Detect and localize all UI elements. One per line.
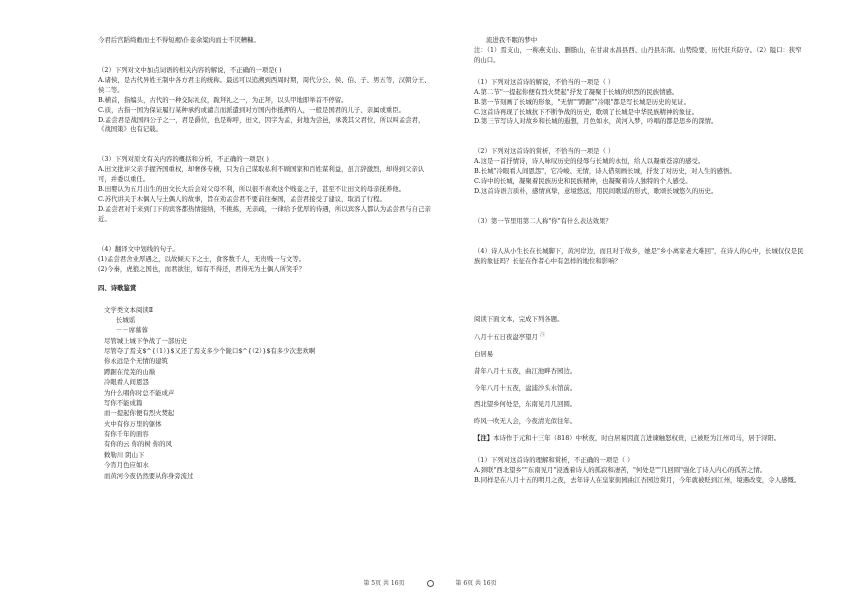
- poem-great-wall: [98, 305, 434, 481]
- question-3-stem: （3）下列对原文有关内容的概括和分析，不正确的一项是( ): [98, 155, 269, 164]
- intro-line: 今君后宫蹈绮縠而士不得短褐\仆妾余粱肉而士不厌糟糠。: [98, 36, 260, 44]
- poem-title: 长城谣: [116, 315, 136, 324]
- reading-intro: 阅读下面文本，完成下列各题。: [474, 314, 564, 323]
- question-3-option-c: C.苏代讲关于木偶人与土偶人的故事，旨在劝孟尝君不要前往秦国，孟尝君接受了建议，取消了行程。: [98, 195, 386, 204]
- r-question-5-stem: （1）下列对这首诗的理解和赏析，不正确的一项是（ ）: [474, 456, 634, 465]
- r-question-4-stem: （4）诗人从小生长在长城脚下，黄河岸边，而且对于故乡，她是"乡小离家老大难回"，在诗人的心中，长城仅仅是民族的象征吗？长征在作者心中有怎样的地位和影响？: [474, 246, 804, 265]
- poem-line: 尽管城上城下争战了一部历史: [104, 336, 188, 345]
- poem2-title-mark: 注: [539, 331, 545, 338]
- question-3-option-b: B.田婴认为五月出生的田文长大后会对父母不利，所以很不喜欢这个贱妾之子，甚至不让田文的母亲抚养他。: [98, 185, 406, 194]
- poem-line: 冷眼看人间恩怨: [104, 378, 149, 387]
- poem2-author: 白居易: [474, 349, 494, 358]
- question-4-stem: （4）翻译文中划线的句子。: [98, 244, 179, 253]
- translate-line-1: (1)孟尝君舍业厚遇之，以故倾天下之士，食客数千人，无贵贱一与文等。: [98, 254, 306, 263]
- poem2-note: 本诗作于元和十三年（818）中秋夜，时白居易因直言进谏触怒权贵，已被贬为江州司马，居于浔阳。: [493, 434, 781, 443]
- poem2-note-label: 【注】: [474, 434, 494, 443]
- question-2-option-c: C.质，古指一国为保证履行某种承约或谴言而派遣到对方国内作抵押的人，一般是国君的儿子、亲属或重臣。: [98, 105, 406, 114]
- poem-line: 今宵月色应如水: [104, 461, 149, 470]
- right-page: [474, 36, 804, 486]
- r-question-5-option-a: A.颈联"西北望乡""东南见月"浸透着诗人的孤寂和凄苦，"何处是""几回圆"强化了诗人内心的孤苦之情。: [474, 466, 767, 475]
- left-page-number: 第 5页 共 16页: [363, 580, 405, 587]
- poem2-line: 昔年八月十五夜，曲江池畔杏园边。: [474, 366, 577, 375]
- right-page-number: 第 6页 共 16页: [455, 580, 497, 587]
- poem-line: 有你千年的面容: [104, 430, 149, 439]
- translate-line-2: (2)今秦，虎狼之国也，而君欲往，如有不得还，君得无为土偶人所笑乎？: [98, 264, 306, 273]
- page-footer: [0, 578, 860, 587]
- r-question-2-option-a: A.这是一首抒情诗，诗人咏叹历史的侵辱与长城的永恒，给人以凝重苍凉的感受。: [474, 157, 705, 166]
- poem2-line: 西北望乡何处是，东南见月几回圆。: [474, 400, 577, 409]
- question-2-stem: （2）下列对文中加点词语的相关内容的解说，不正确的一项是( ): [98, 65, 282, 74]
- poem-line: 蹲踞在荒芜的山巅: [104, 367, 156, 376]
- poem2-note-row: [474, 434, 804, 444]
- r-question-3-stem: （3）第一节里用第二人称"你"有什么表达效果？: [474, 216, 612, 225]
- r-question-2-option-d: D.这首诗语言质朴，感情真挚，意境悠远，用民间歌谣的形式，歌颂长城悠久的历史。: [474, 187, 718, 196]
- r-question-2-stem: （2）下列对这首诗的赏析，不恰当的一项是（ ）: [474, 147, 615, 156]
- poem-line: 写你不能成篇: [104, 398, 143, 407]
- poem-author: －－席慕蓉: [116, 326, 148, 335]
- poem-line: 你永远是个无情的建筑: [104, 357, 168, 366]
- left-page: [98, 36, 434, 481]
- question-3-option-d: D.孟尝君对于来到门下的宾客都热情接纳，不挑拣，无亲疏，一律给予优厚的待遇，所以宾客人都认为孟尝君与自己亲近。: [98, 204, 431, 223]
- poem-line: 敕勒川 阴山下: [104, 450, 145, 459]
- poem-line: 火中有你万里的躯体: [104, 419, 162, 428]
- question-2-option-b: B.横首，指编头，古代的一种交际礼仪，跪拜礼之一，为正拜，以头甲地即举首不停留。: [98, 95, 348, 104]
- poem-heading: 文学类文本阅读Ⅱ: [104, 305, 154, 314]
- question-2-option-d: D.孟尝君是战国四公子之一，君是爵位，也是称呼，田文，因字为孟，封地为尝邑，承袭其父君位，所以叫孟尝君，《战国策》也有记载。: [98, 115, 425, 134]
- poem-line: 有你的云 你的树 你的风: [104, 440, 172, 449]
- poem-line: 尽管夺了焉支$^{（1）}$又还了焉支多少个陇口$^{（2）}$有多少次悲欢啊: [104, 347, 316, 356]
- poem2-line: 昨风一吹无人会，今夜清光似往年。: [474, 417, 577, 426]
- poem2-title-row: [474, 332, 804, 343]
- page-divider-circle-icon: [427, 580, 434, 587]
- poem-note: 注：（1）焉支山，一称燕支山、删脂山，在甘肃永昌县西、山丹县东南。山势险要，历代驻兵防守。（2）隘口：狭窄的山口。: [474, 45, 802, 64]
- question-2-option-a: A.诸侯，是古代异姓王制中各方君主的统称。最远可以追溯到西周时期，周代分公、侯、伯、子、男五等，汉朝分王、侯二等。: [98, 75, 431, 94]
- r-question-2-option-b: B.长城"冷眼看人间恩怨"，它冷峻、无情，诗人借刻画长城，抒发了对历史，对人生的感悟。: [474, 167, 736, 176]
- poem2-title: 八月十五日夜湓亭望月: [474, 332, 538, 341]
- r-question-1-option-b: B.第一节刻画了长城的形象，"无情""蹲踞""冷眼"都是写长城是历史的见证。: [474, 97, 691, 106]
- r-question-1-option-c: C.这首诗再现了长城抗下不断争战的历史，歌颂了长城是中华民族精神的象征。: [474, 107, 698, 116]
- section-title: 四、诗歌鉴赏: [98, 283, 137, 292]
- r-question-1-stem: （1）下列对这首诗的解说，不恰当的一项是（ ）: [474, 77, 615, 86]
- poem2-line: 今年八月十五夜，湓浦沙头水馆前。: [474, 383, 577, 392]
- question-3-option-a: A.田文批评父亲手握齐国重权，却奢侈专横，只为自己谋取私利不顾国家和百姓谋利益，虽言辞激烈，却得到父亲认可，并委以重任。: [98, 165, 425, 184]
- poem-last-line: 流进我不眠的梦中: [486, 36, 538, 44]
- poem-line: 而一提起你便有烈火焚起: [104, 409, 175, 418]
- r-question-1-option-a: A.第二节"一提起你便有烈火焚起"抒发了凝聚于长城的炽烈的民族情感。: [474, 87, 679, 96]
- poem-line: 而黄河今夜仍然要从你身旁流过: [104, 471, 194, 480]
- r-question-5-option-b: B.同样是在八月十五的明月之夜，去年诗人在皇家街园曲江杏园边赏月，今年就被贬到江州，境遇改变，令人感慨。: [474, 476, 801, 485]
- poem-line: 为什么唱你时总不能成声: [104, 388, 175, 397]
- r-question-2-option-c: C.诗中的长城，凝聚着民族历史和民族精神，也凝聚着诗人独特的个人感受。: [474, 177, 692, 186]
- r-question-1-option-d: D.第三节写诗人对故乡和长城的遐想，月色如水，黄河入梦，吟唱的都是思乡的深情。: [474, 117, 718, 126]
